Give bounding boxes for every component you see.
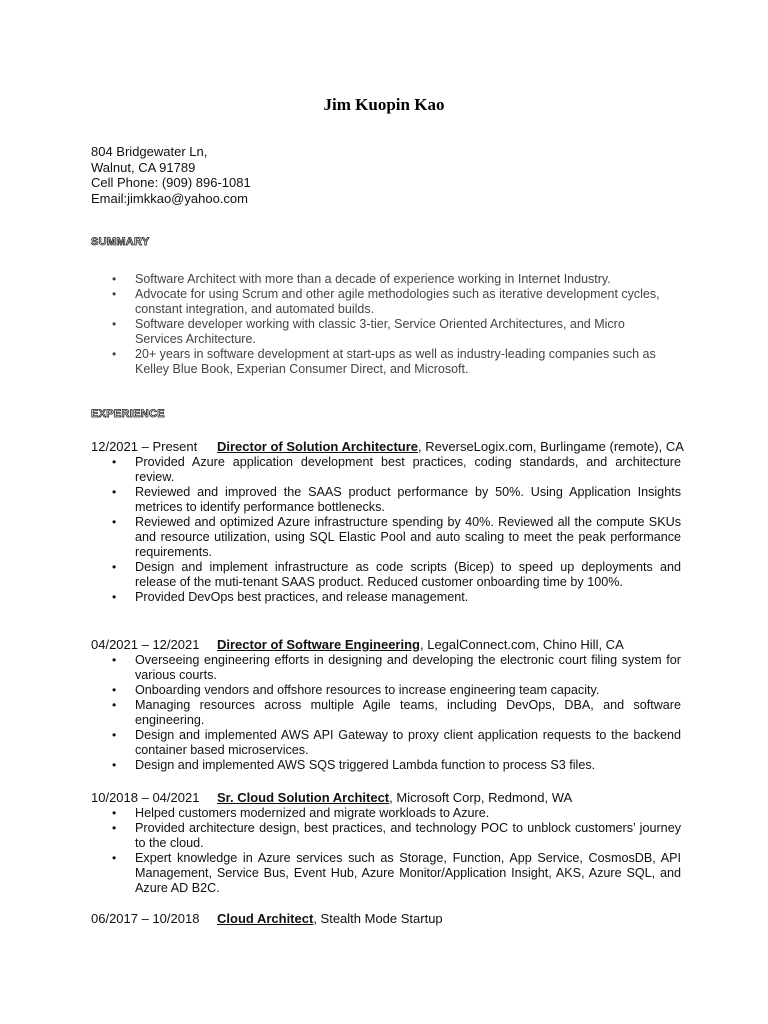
job-company: , ReverseLogix.com, Burlingame (remote), CA [418,439,684,454]
experience-heading: EXPERIENCE [91,408,165,420]
job-dates: 06/2017 – 10/2018 [91,911,200,926]
candidate-name: Jim Kuopin Kao [323,95,445,114]
job-entry [91,790,681,896]
summary-item: • Advocate for using Scrum and other agile methodologies such as iterative development cycles, constant integration, and automated builds. [91,287,671,317]
address-line-2: Walnut, CA 91789 [91,159,196,175]
job-dates: 12/2021 – Present [91,439,198,454]
job-bullet: • Managing resources across multiple Agile teams, including DevOps, DBA, and software engineering. [91,698,681,728]
job-header [91,637,681,653]
contact-block [91,144,251,206]
phone-line: Cell Phone: (909) 896-1081 [91,175,251,190]
summary-item: • Software developer working with classic 3-tier, Service Oriented Architectures, and Micro Services Architecture. [91,317,671,347]
job-bullet: • Design and implemented AWS API Gateway to proxy client application requests to the backend container based microservices. [91,728,681,758]
email-line: Email:jimkkao@yahoo.com [91,190,248,206]
summary-item: • 20+ years in software development at start-ups as well as industry-leading companies such as Kelley Blue Book, Experian Consumer Direct, and Microsoft. [91,347,671,377]
job-bullets [91,455,681,605]
job-bullet: • Provided Azure application development best practices, coding standards, and architecture review. [91,455,681,485]
job-bullets [91,806,681,896]
job-bullet: • Provided architecture design, best practices, and technology POC to unblock customers’ journey to the cloud. [91,821,681,851]
job-company: , Microsoft Corp, Redmond, WA [389,790,573,805]
job-dates: 04/2021 – 12/2021 [91,637,200,652]
summary-list [91,272,671,377]
job-header [91,790,681,806]
job-bullet: • Provided DevOps best practices, and release management. [91,590,681,605]
job-bullet: • Helped customers modernized and migrate workloads to Azure. [91,806,681,821]
job-header [91,911,681,927]
job-company: , Stealth Mode Startup [313,911,443,926]
job-title: Cloud Architect [217,911,314,926]
summary-item: • Software Architect with more than a decade of experience working in Internet Industry. [91,272,671,287]
job-bullet: • Design and implement infrastructure as code scripts (Bicep) to speed up deployments and release of the muti-tenant SAAS product. Reduced customer onboarding time by 100%. [91,560,681,590]
job-bullet: • Design and implemented AWS SQS triggered Lambda function to process S3 files. [91,758,681,773]
job-bullet: • Reviewed and optimized Azure infrastructure spending by 40%. Reviewed all the compute SKUs and resource utilization, using SQL Elastic Pool and auto scaling to meet the peak performance requirements. [91,515,681,560]
job-bullet: • Overseeing engineering efforts in designing and developing the electronic court filing system for various courts. [91,653,681,683]
job-bullet: • Expert knowledge in Azure services such as Storage, Function, App Service, CosmosDB, API Management, Service Bus, Event Hub, Azure Monitor/Application Insight, AKS, Azure SQL, and Azure AD B2C. [91,851,681,896]
job-title: Sr. Cloud Solution Architect [217,790,390,805]
address-line-1: 804 Bridgewater Ln, [91,144,208,159]
job-bullet: • Reviewed and improved the SAAS product performance by 50%. Using Application Insights metrices to identify performance bottlenecks. [91,485,681,515]
job-company: , LegalConnect.com, Chino Hill, CA [419,637,624,652]
job-title: Director of Software Engineering [217,637,420,652]
summary-heading: SUMMARY [91,236,150,248]
job-entry [91,439,684,605]
job-entry [91,637,681,773]
job-entry [91,911,681,927]
job-title: Director of Solution Architecture [217,439,419,454]
job-bullets [91,653,681,773]
job-header [91,439,684,455]
job-bullet: • Onboarding vendors and offshore resources to increase engineering team capacity. [91,683,681,698]
job-dates: 10/2018 – 04/2021 [91,790,200,805]
